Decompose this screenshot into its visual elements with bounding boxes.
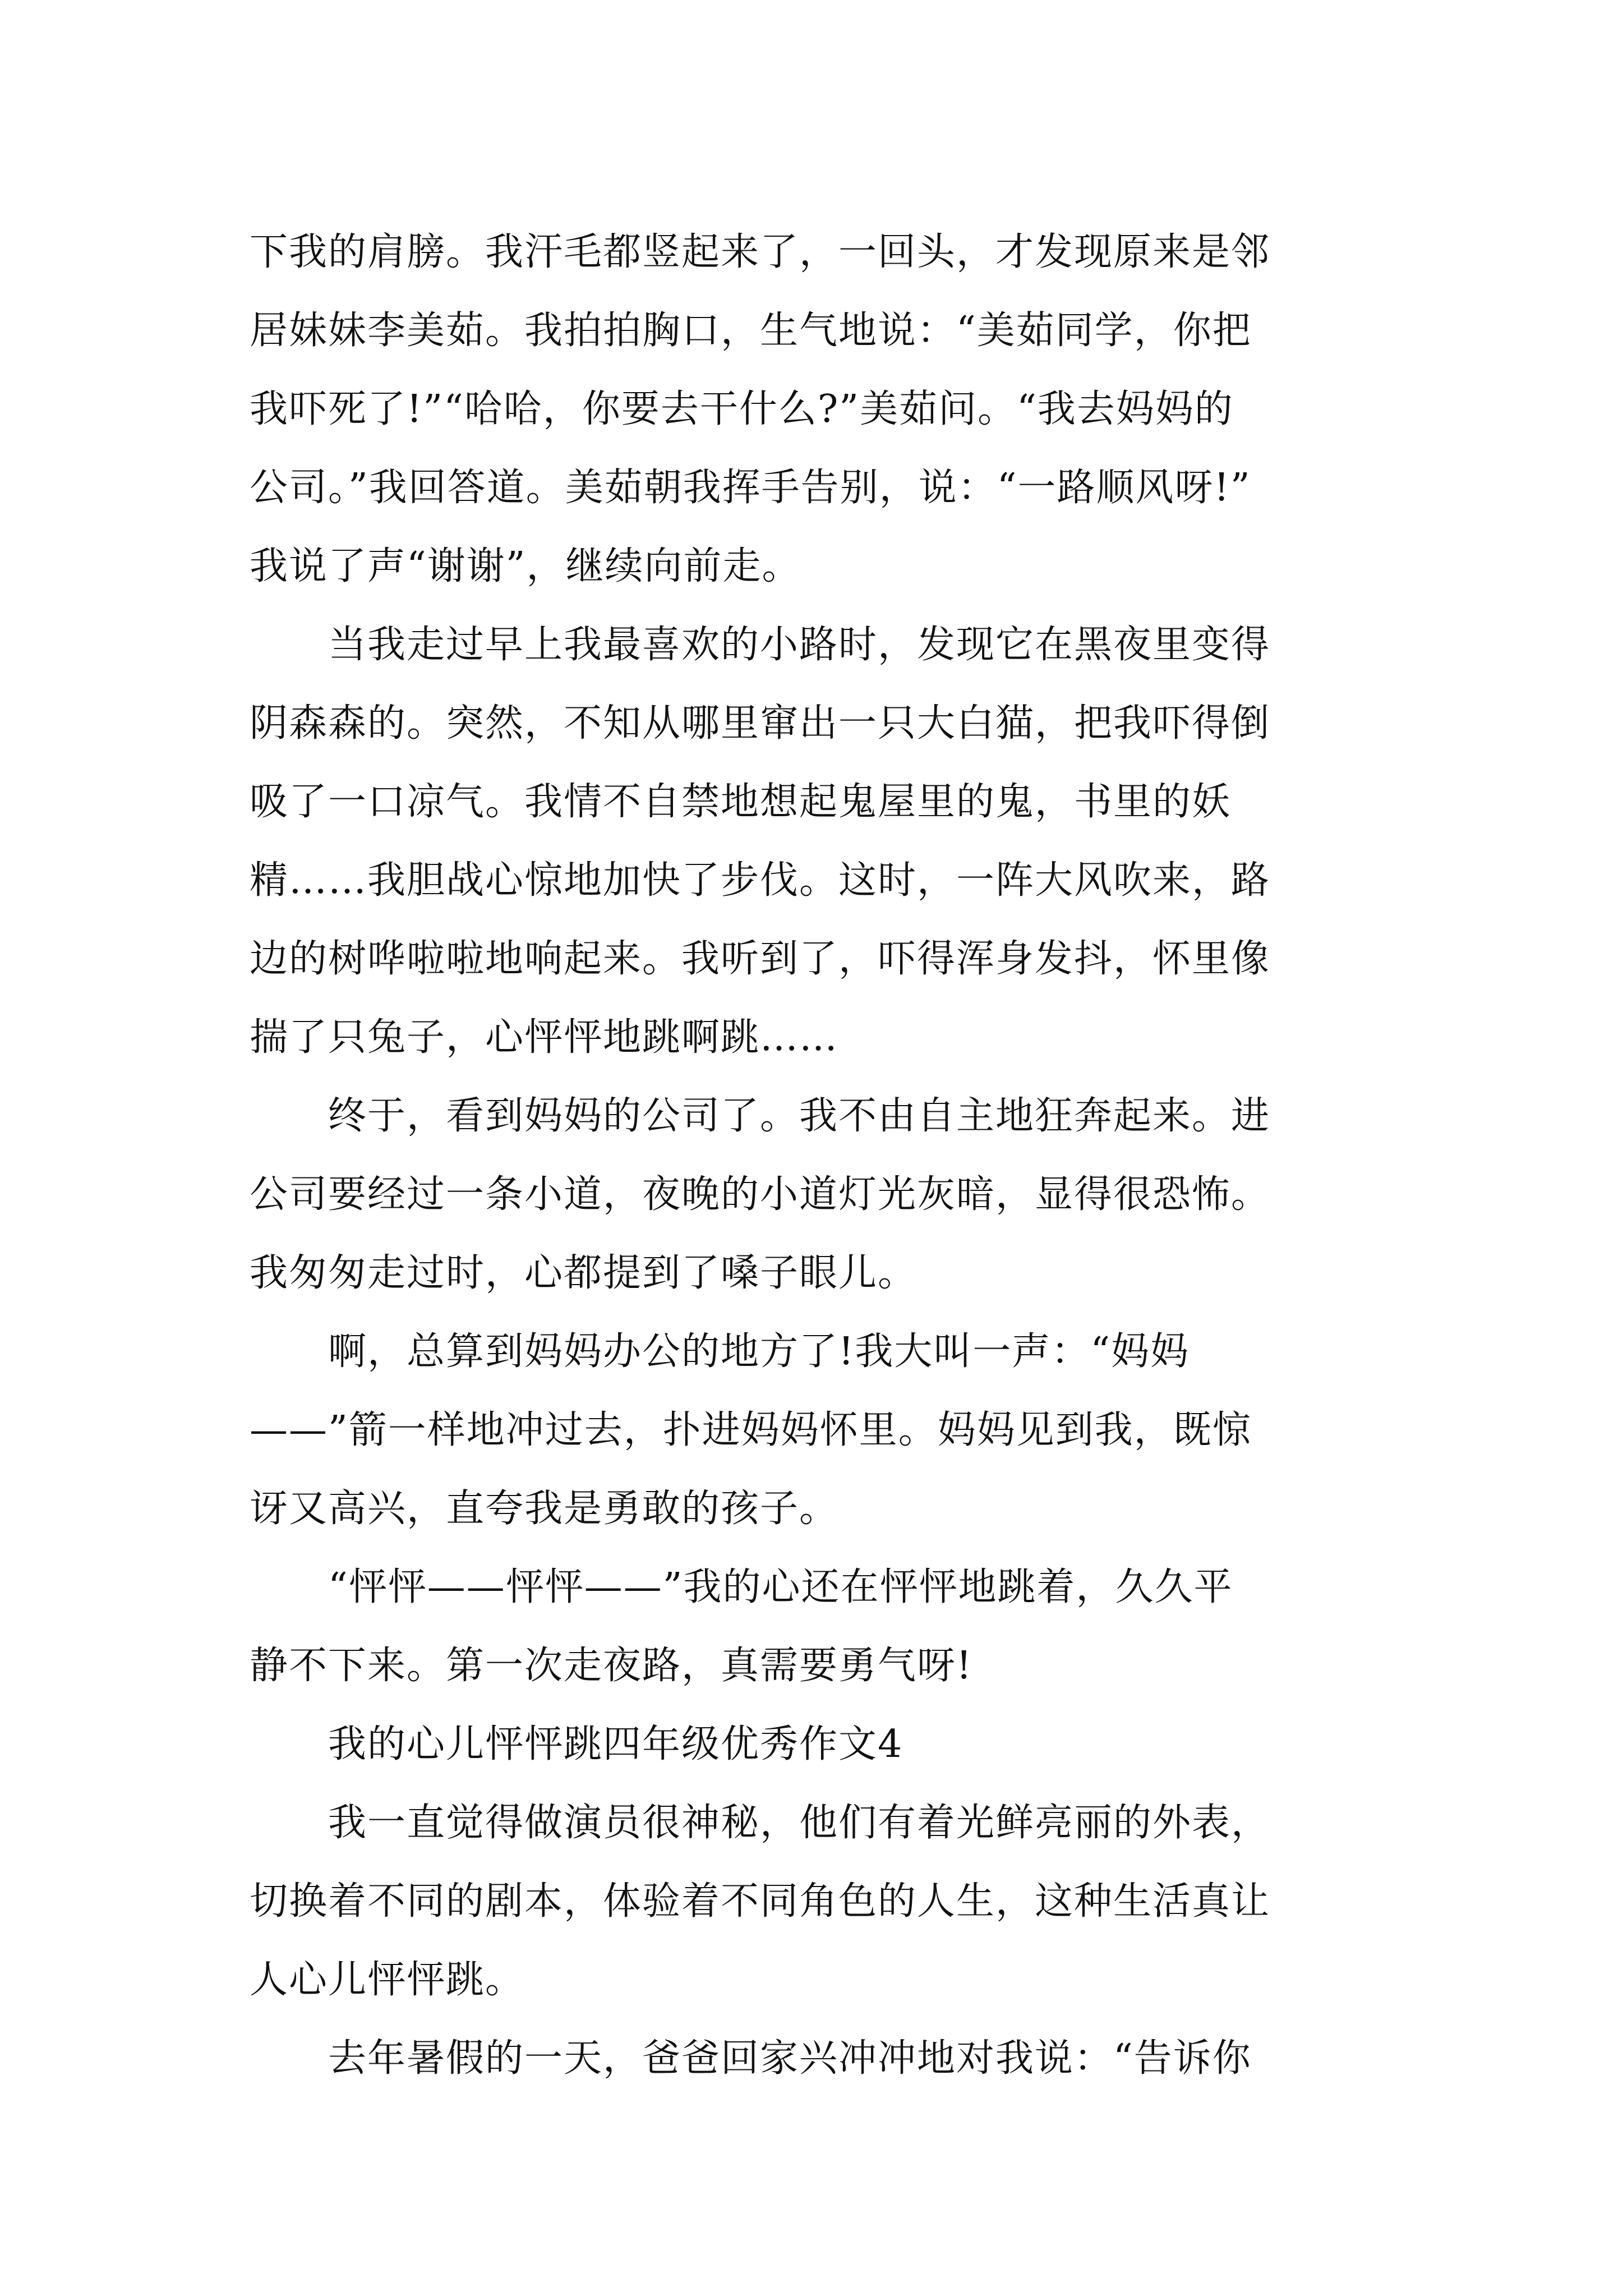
text-line: 啊，总算到妈妈办公的地方了!我大叫一声：“妈妈 <box>250 1329 1190 1374</box>
text-line: 居妹妹李美茹。我拍拍胸口，生气地说：“美茹同学，你把 <box>250 309 1252 353</box>
text-line: 揣了只兔子，心怦怦地跳啊跳…… <box>250 1015 839 1060</box>
text-line: 我吓死了!”“哈哈，你要去干什么?”美茹问。“我去妈妈的 <box>250 387 1234 431</box>
text-line: 讶又高兴，直夸我是勇敢的孩子。 <box>250 1487 839 1531</box>
text-line: 精……我胆战心惊地加快了步伐。这时，一阵大风吹来，路 <box>250 858 1271 903</box>
text-line: 阴森森的。突然，不知从哪里窜出一只大白猫，把我吓得倒 <box>250 701 1271 746</box>
text-line: ——”箭一样地冲过去，扑进妈妈怀里。妈妈见到我，既惊 <box>250 1408 1252 1452</box>
text-line: 公司。”我回答道。美茹朝我挥手告别，说：“一路顺风呀!” <box>250 466 1251 510</box>
text-line: “怦怦——怦怦——”我的心还在怦怦地跳着，久久平 <box>250 1565 1233 1609</box>
section-heading: 我的心儿怦怦跳四年级优秀作文4 <box>250 1722 903 1766</box>
text-line: 切换着不同的剧本，体验着不同角色的人生，这种生活真让 <box>250 1879 1271 1924</box>
text-line: 下我的肩膀。我汗毛都竖起来了，一回头，才发现原来是邻 <box>250 230 1271 274</box>
text-line: 我匆匆走过时，心都提到了嗓子眼儿。 <box>250 1251 917 1295</box>
text-line: 我一直觉得做演员很神秘，他们有着光鲜亮丽的外表， <box>250 1801 1271 1845</box>
essay-text <box>250 213 1388 2098</box>
text-line: 人心儿怦怦跳。 <box>250 1958 525 2002</box>
text-line: 边的树哗啦啦地响起来。我听到了，吓得浑身发抖，怀里像 <box>250 937 1271 981</box>
text-line: 静不下来。第一次走夜路，真需要勇气呀! <box>250 1644 973 1688</box>
text-line: 当我走过早上我最喜欢的小路时，发现它在黑夜里变得 <box>250 623 1271 667</box>
text-line: 终于，看到妈妈的公司了。我不由自主地狂奔起来。进 <box>250 1094 1271 1138</box>
text-line: 去年暑假的一天，爸爸回家兴冲冲地对我说：“告诉你 <box>250 2036 1252 2081</box>
text-line: 我说了声“谢谢”，继续向前走。 <box>250 544 801 588</box>
text-line: 公司要经过一条小道，夜晚的小道灯光灰暗，显得很恐怖。 <box>250 1172 1271 1217</box>
text-line: 吸了一口凉气。我情不自禁地想起鬼屋里的鬼，书里的妖 <box>250 780 1232 824</box>
